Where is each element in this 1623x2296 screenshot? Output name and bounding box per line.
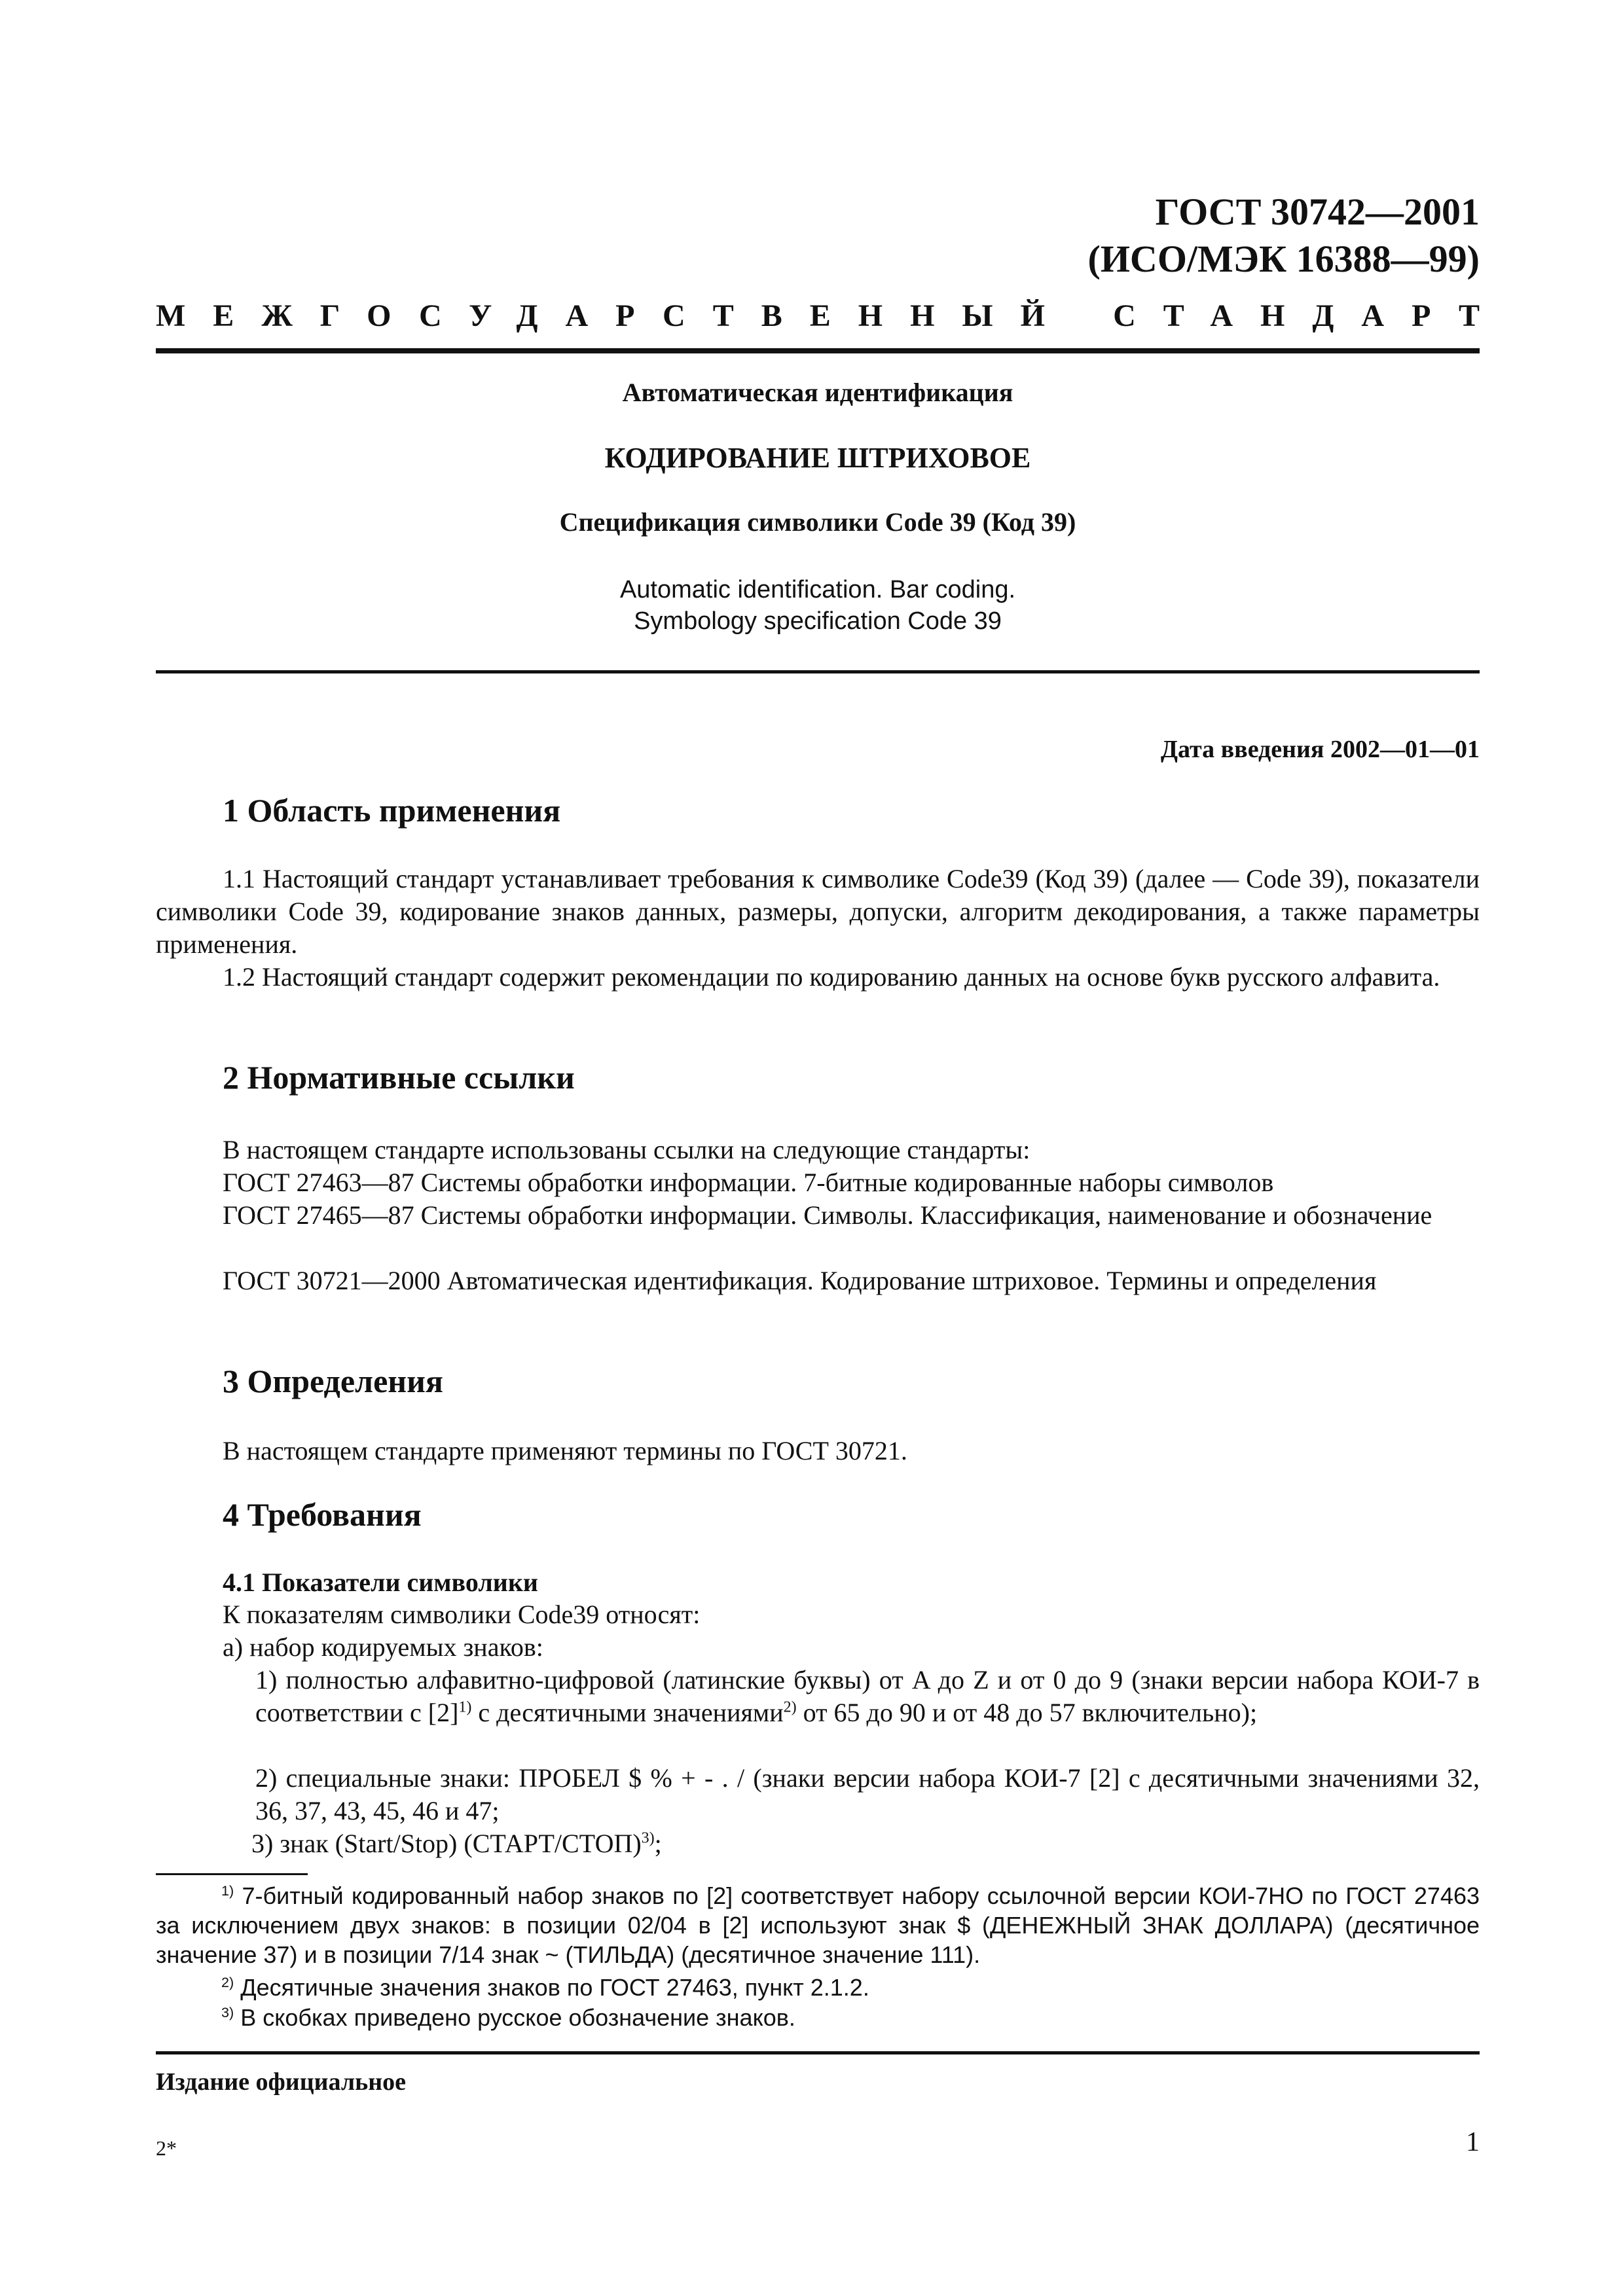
footnote-ref-2: 2) bbox=[783, 1698, 797, 1716]
document-number-iso: (ИСО/МЭК 16388—99) bbox=[1087, 238, 1480, 280]
document-number-block bbox=[982, 188, 1480, 283]
footnote-ref-1: 1) bbox=[458, 1698, 472, 1716]
page-number: 1 bbox=[1466, 2127, 1480, 2157]
section-2-reference-2: ГОСТ 27465—87 Системы обработки информации. Символы. Классификация, наименование и обозначение bbox=[223, 1200, 1432, 1230]
section-4-heading: 4 Требования bbox=[223, 1496, 422, 1533]
english-title-1: Automatic identification. Bar coding. bbox=[619, 576, 1016, 603]
section-3-heading: 3 Определения bbox=[223, 1363, 443, 1399]
section-2-heading: 2 Нормативные ссылки bbox=[223, 1059, 575, 1096]
footnote-3: $^{3)}$ В скобках приведено русское обозначение знаков. bbox=[221, 2004, 795, 2031]
footnote-2: $^{2)}$ Десятичные значения знаков по ГОСТ 27463, пункт 2.1.2. bbox=[221, 1974, 869, 2001]
document-number: ГОСТ 30742—2001 bbox=[1155, 190, 1480, 233]
footer-rule bbox=[156, 2051, 1480, 2054]
section-1-heading: 1 Область применения bbox=[223, 792, 561, 829]
footnote-1: $^{1)}$ 7-битный кодированный набор знаков по [2] соответствует набору ссылочной версии КОИ-7НО по ГОСТ 27463 за исключением двух знаков: в позиции 02/04 в [2] используют знак $ (ДЕНЕЖНЫЙ ЗНАК ДОЛЛАРА) (десятичное значение 37) и в позиции 7/14 знак ~ (ТИЛЬДА) (десятичное значение 111). bbox=[156, 1882, 1480, 1968]
standard-banner bbox=[156, 298, 1507, 344]
section-2-reference-3: ГОСТ 30721—2000 Автоматическая идентификация. Кодирование штриховое. Термины и определения bbox=[223, 1266, 1377, 1295]
subsection-4-1-intro: К показателям символики Code39 относят: bbox=[223, 1600, 701, 1629]
footnote-separator bbox=[156, 1873, 308, 1875]
list-item-3: 3) знак (Start/Stop) (СТАРТ/СТОП)$^{3)}$; bbox=[251, 1829, 662, 1858]
section-2-reference-1: ГОСТ 27463—87 Системы обработки информации. 7-битные кодированные наборы символов bbox=[223, 1168, 1274, 1197]
footnote-ref-3: 3) bbox=[641, 1829, 655, 1847]
section-3-paragraph-1: В настоящем стандарте применяют термины по ГОСТ 30721. bbox=[223, 1436, 907, 1465]
list-item-2: 2) специальные знаки: ПРОБЕЛ $ % + - . / (знаки версии набора КОИ-7 [2] с десятичными значениями 32, 36, 37, 43, 45, 46 и 47; bbox=[255, 1763, 1480, 1825]
section-2-paragraph-1: В настоящем стандарте использованы ссылки на следующие стандарты: bbox=[223, 1135, 1030, 1164]
list-item-1: 1) полностью алфавитно-цифровой (латинские буквы) от A до Z и от 0 до 9 (знаки версии набора КОИ-7 в соответствии с $[2]^{1)}$ с десятичными значениями$^{2)}$ от 65 до 90 и от 48 до 57 включительно); bbox=[255, 1665, 1480, 1727]
english-title-2: Symbology specification Code 39 bbox=[634, 607, 1002, 635]
title-rule bbox=[156, 670, 1480, 673]
title-line-1: Автоматическая идентификация bbox=[622, 378, 1013, 407]
section-1-paragraph-2: 1.2 Настоящий стандарт содержит рекомендации по кодированию данных на основе букв русского алфавита. bbox=[223, 962, 1440, 992]
subsection-4-1-heading: 4.1 Показатели символики bbox=[223, 1568, 538, 1597]
title-line-3: Спецификация символики Code 39 (Код 39) bbox=[559, 507, 1076, 537]
banner-interstate: МЕЖГОСУДАРСТВЕННЫЙ bbox=[156, 298, 1072, 333]
banner-standard: СТАНДАРТ bbox=[1113, 298, 1507, 333]
header-rule bbox=[156, 348, 1480, 353]
title-line-2: КОДИРОВАНИЕ ШТРИХОВОЕ bbox=[604, 442, 1031, 474]
section-1-paragraph-1: 1.1 Настоящий стандарт устанавливает требования к символике Code39 (Код 39) (далее — Code 39), показатели символики Code 39, кодирование знаков данных, размеры, допуски, алгоритм декодирования, а также параметры применения. bbox=[156, 864, 1480, 959]
introduction-date: Дата введения 2002—01—01 bbox=[1160, 736, 1480, 763]
list-item-a: а) набор кодируемых знаков: bbox=[223, 1632, 543, 1662]
official-edition-label: Издание официальное bbox=[156, 2068, 407, 2096]
sheet-mark: 2* bbox=[156, 2136, 177, 2160]
